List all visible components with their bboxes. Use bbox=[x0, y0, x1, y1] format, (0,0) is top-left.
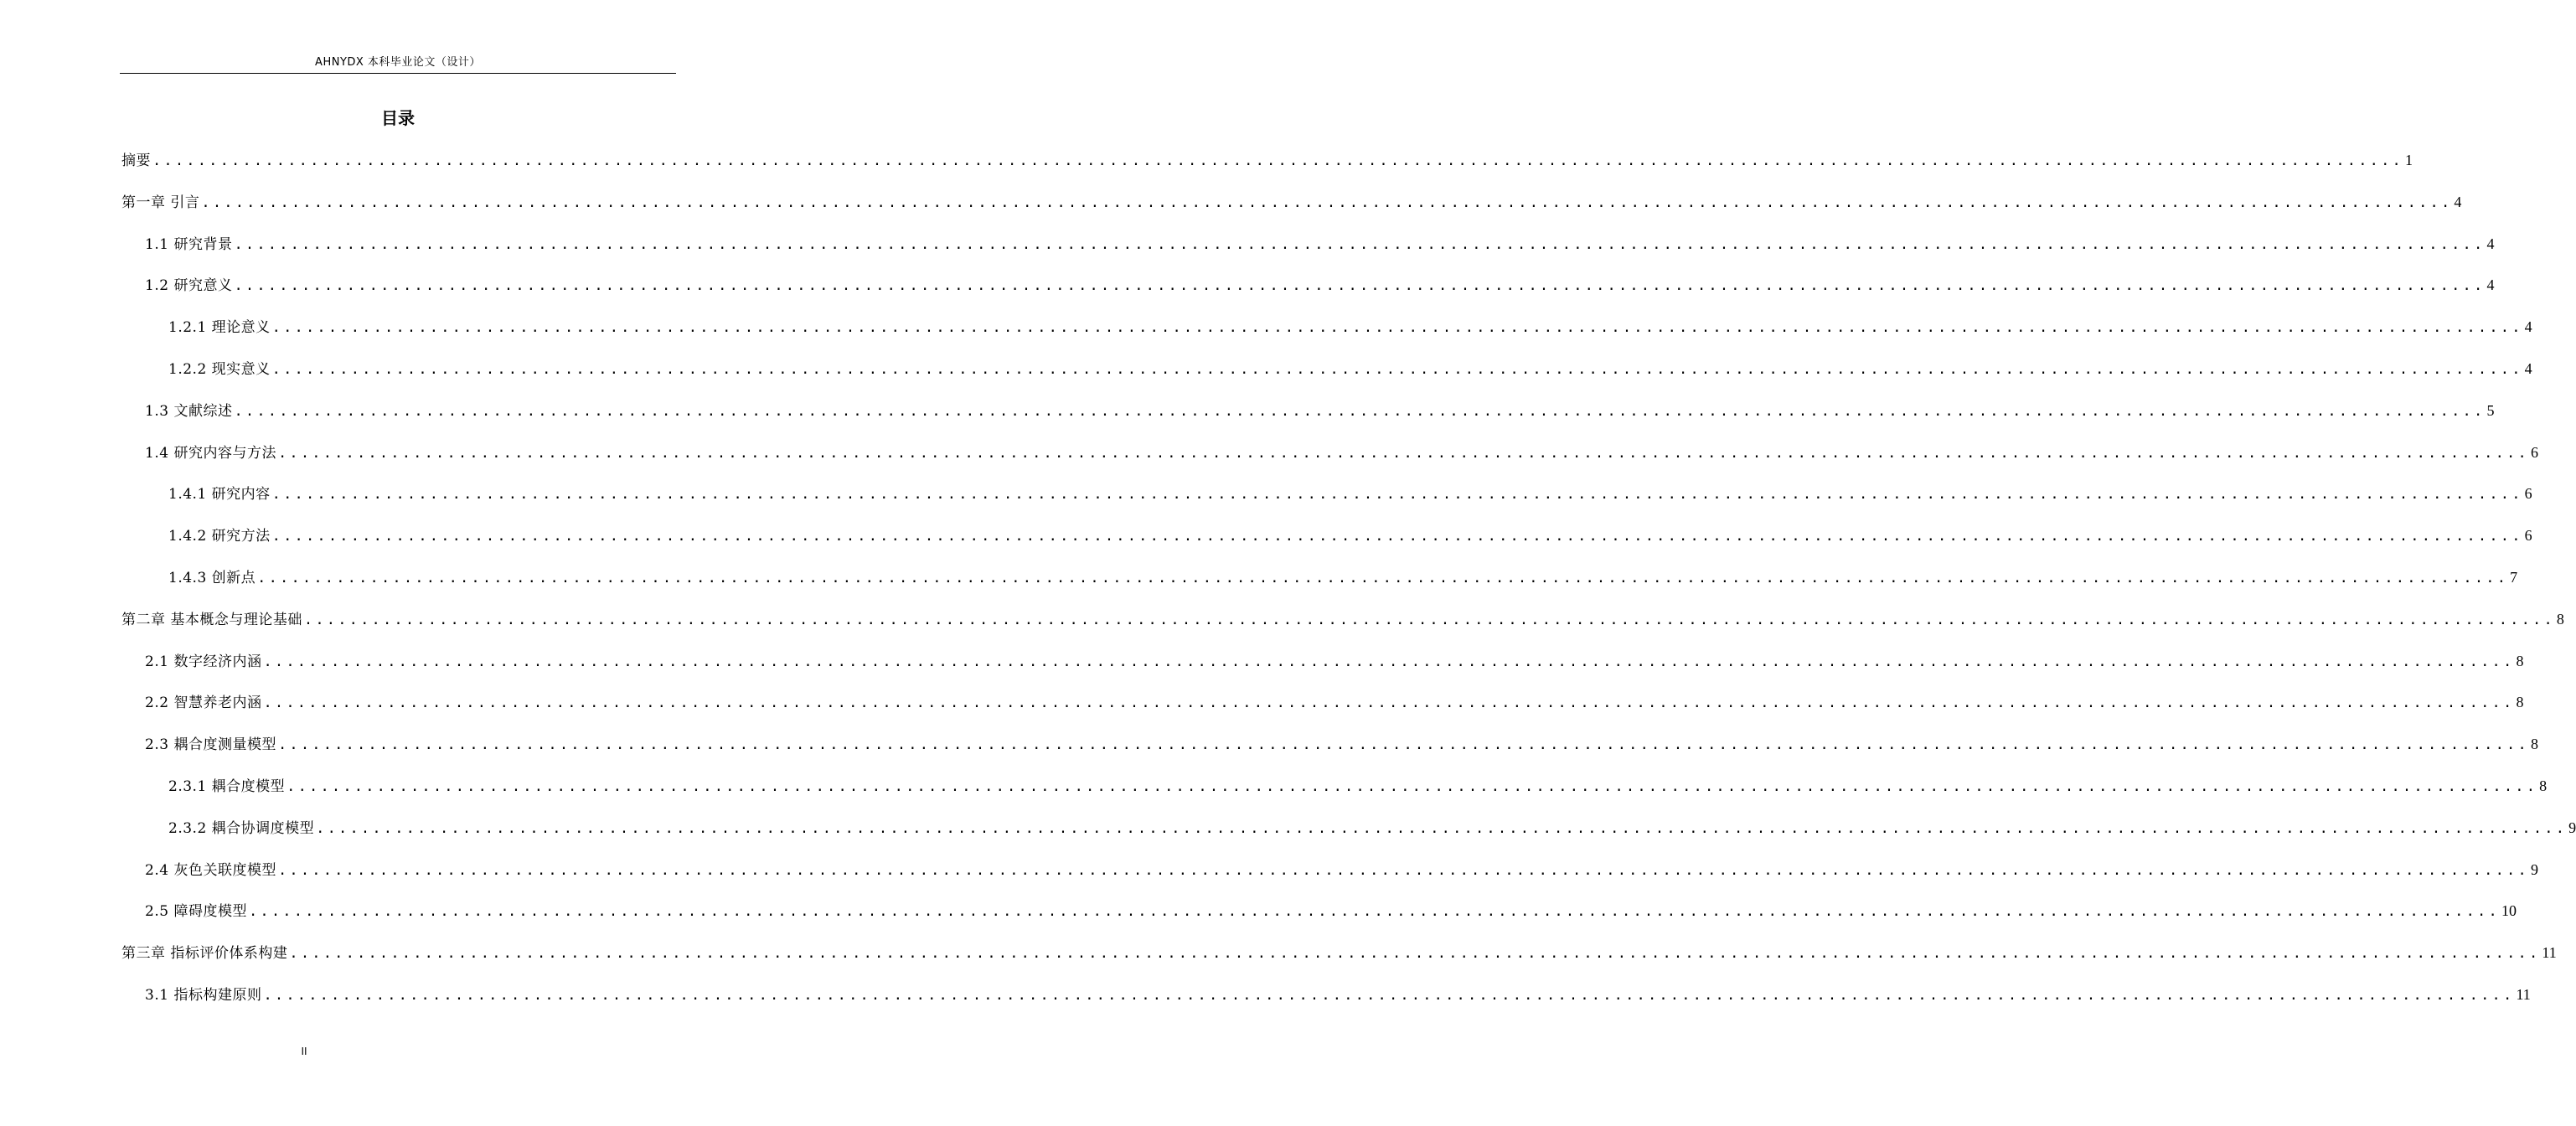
toc-dot-leader: ........................................................................................................................................................................................................ bbox=[263, 987, 2515, 1004]
toc-entry[interactable] bbox=[168, 524, 2532, 546]
toc-entry-page: 8 bbox=[2530, 736, 2538, 753]
toc-entry-page: 8 bbox=[2516, 694, 2524, 711]
toc-dot-leader: ........................................................................................................................................................................................................ bbox=[257, 570, 2509, 586]
toc-dot-leader: ........................................................................................................................................................................................................ bbox=[263, 695, 2515, 712]
toc-dot-leader: ........................................................................................................................................................................................................ bbox=[287, 778, 2538, 795]
toc-dot-leader: ........................................................................................................................................................................................................ bbox=[277, 736, 2529, 754]
toc-entry-label: 1.3 文献综述 bbox=[145, 402, 233, 420]
toc-entry[interactable] bbox=[145, 442, 2538, 463]
toc-entry-page: 6 bbox=[2530, 443, 2538, 461]
toc-entry[interactable] bbox=[168, 817, 2576, 839]
toc-entry-label: 2.3 耦合度测量模型 bbox=[145, 736, 276, 754]
toc-entry-page: 4 bbox=[2524, 360, 2532, 377]
toc-entry[interactable] bbox=[121, 191, 2462, 213]
toc-dot-leader: ........................................................................................................................................................................................................ bbox=[234, 277, 2486, 295]
toc-dot-leader: ........................................................................................................................................................................................................ bbox=[271, 528, 2523, 545]
toc-entry[interactable] bbox=[168, 316, 2532, 338]
toc-entry-label: 1.2.1 理论意义 bbox=[168, 319, 271, 337]
toc-dot-leader: ........................................................................................................................................................................................................ bbox=[289, 945, 2541, 963]
toc-entry[interactable] bbox=[168, 566, 2518, 588]
toc-dot-leader: ........................................................................................................................................................................................................ bbox=[271, 319, 2523, 337]
toc-entry-label: 2.1 数字经济内涵 bbox=[145, 653, 262, 670]
toc-entry[interactable] bbox=[145, 733, 2538, 755]
toc-entry-page: 8 bbox=[2556, 610, 2564, 628]
toc-entry-page: 10 bbox=[2501, 902, 2517, 920]
toc-entry-page: 7 bbox=[2510, 569, 2518, 586]
toc-entry-page: 4 bbox=[2524, 318, 2532, 336]
toc-dot-leader: ........................................................................................................................................................................................................ bbox=[248, 903, 2500, 921]
toc-entry-page: 8 bbox=[2539, 777, 2548, 794]
toc-dot-leader: ........................................................................................................................................................................................................ bbox=[271, 361, 2523, 378]
toc-entry-page: 11 bbox=[2542, 944, 2557, 962]
toc-dot-leader: ........................................................................................................................................................................................................ bbox=[234, 235, 2486, 253]
toc-entry-label: 3.1 指标构建原则 bbox=[145, 987, 262, 1004]
toc-entry[interactable] bbox=[145, 233, 2495, 255]
page-number: II bbox=[301, 1046, 307, 1057]
toc-entry[interactable] bbox=[145, 691, 2524, 713]
toc-entry-page: 9 bbox=[2530, 860, 2538, 878]
toc-entry-page: 5 bbox=[2486, 401, 2495, 419]
toc-entry-label: 2.4 灰色关联度模型 bbox=[145, 861, 276, 879]
toc-title: 目录 bbox=[381, 108, 415, 128]
toc-dot-leader: ........................................................................................................................................................................................................ bbox=[152, 152, 2403, 169]
toc-entry-label: 第二章 基本概念与理论基础 bbox=[121, 611, 302, 628]
toc-entry[interactable] bbox=[145, 900, 2517, 922]
toc-entry-page: 6 bbox=[2524, 485, 2532, 503]
toc-entry[interactable] bbox=[145, 400, 2495, 421]
toc-entry-page: 4 bbox=[2454, 193, 2462, 210]
toc-entry-page: 9 bbox=[2568, 819, 2576, 836]
toc-entry[interactable] bbox=[145, 859, 2538, 881]
toc-dot-leader: ........................................................................................................................................................................................................ bbox=[277, 861, 2529, 879]
toc-entry[interactable] bbox=[168, 483, 2532, 504]
toc-entry[interactable] bbox=[145, 274, 2495, 296]
toc-entry[interactable] bbox=[121, 149, 2413, 171]
toc-dot-leader: ........................................................................................................................................................................................................ bbox=[316, 819, 2568, 837]
toc-entry-label: 1.2.2 现实意义 bbox=[168, 361, 271, 378]
toc-entry[interactable] bbox=[121, 608, 2564, 630]
toc-dot-leader: ........................................................................................................................................................................................................ bbox=[263, 653, 2515, 670]
toc-dot-leader: ........................................................................................................................................................................................................ bbox=[201, 194, 2453, 211]
toc-entry-label: 第一章 引言 bbox=[121, 194, 200, 211]
toc-entry-label: 第三章 指标评价体系构建 bbox=[121, 945, 288, 963]
toc-entry-label: 1.4 研究内容与方法 bbox=[145, 444, 276, 462]
toc-dot-leader: ........................................................................................................................................................................................................ bbox=[271, 486, 2523, 504]
toc-entry[interactable] bbox=[168, 358, 2532, 380]
toc-entry-label: 2.3.2 耦合协调度模型 bbox=[168, 819, 315, 837]
toc-entry-label: 2.5 障碍度模型 bbox=[145, 903, 247, 921]
toc-entry-label: 摘要 bbox=[121, 152, 151, 169]
toc-dot-leader: ........................................................................................................................................................................................................ bbox=[303, 611, 2555, 628]
toc-entry-label: 2.2 智慧养老内涵 bbox=[145, 695, 262, 712]
toc-entry-page: 4 bbox=[2486, 276, 2495, 294]
toc-entry-page: 8 bbox=[2516, 652, 2524, 669]
running-header: AHNYDX 本科毕业论文（设计） bbox=[315, 56, 481, 69]
toc-entry[interactable] bbox=[121, 942, 2557, 963]
toc-entry-page: 11 bbox=[2516, 986, 2531, 1003]
toc-entry-label: 1.4.1 研究内容 bbox=[168, 486, 271, 504]
toc-entry[interactable] bbox=[145, 650, 2524, 672]
toc-entry[interactable] bbox=[168, 775, 2548, 797]
toc-entry-page: 6 bbox=[2524, 527, 2532, 545]
toc-entry-label: 1.2 研究意义 bbox=[145, 277, 233, 295]
toc-dot-leader: ........................................................................................................................................................................................................ bbox=[234, 402, 2486, 420]
toc-entry-page: 1 bbox=[2404, 152, 2413, 168]
toc-entry-page: 4 bbox=[2486, 235, 2495, 252]
toc-entry-label: 1.1 研究背景 bbox=[145, 235, 233, 253]
toc-entry-label: 1.4.3 创新点 bbox=[168, 570, 256, 586]
toc-entry[interactable] bbox=[145, 984, 2531, 1005]
toc-entry-label: 1.4.2 研究方法 bbox=[168, 528, 271, 545]
toc-entry-label: 2.3.1 耦合度模型 bbox=[168, 778, 286, 795]
toc-dot-leader: ........................................................................................................................................................................................................ bbox=[277, 444, 2529, 462]
